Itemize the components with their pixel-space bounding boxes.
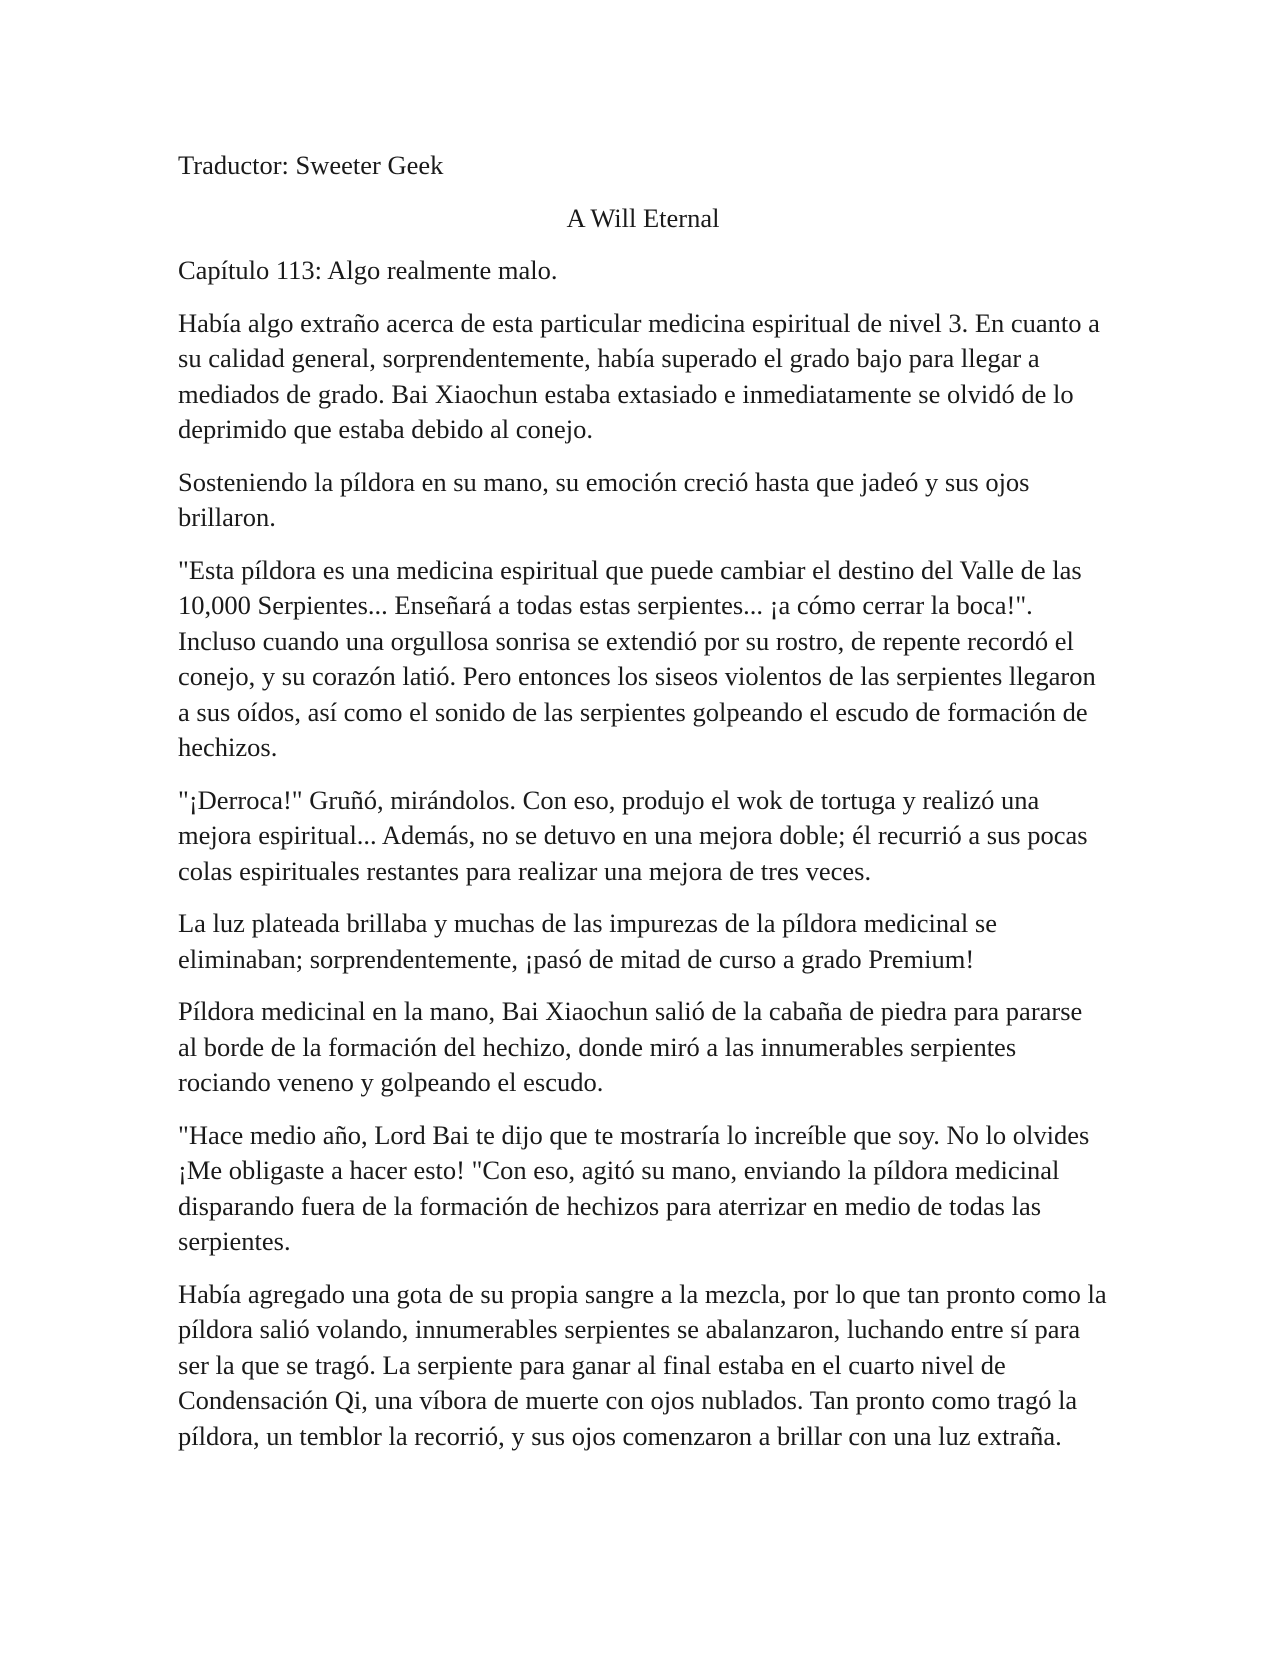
paragraph: La luz plateada brillaba y muchas de las impurezas de la píldora medicinal se eliminaban; sorprendentemente, ¡pasó de mitad de curso a grado Premium! bbox=[178, 908, 997, 974]
chapter-heading: Capítulo 113: Algo realmente malo. bbox=[178, 255, 558, 285]
document-page bbox=[178, 148, 1108, 1471]
paragraph: Había algo extraño acerca de esta particular medicina espiritual de nivel 3. En cuanto a su calidad general, sorprendentemente, había superado el grado bajo para llegar a mediados de grado. Bai Xiaochun estaba extasiado e inmediatamente se olvidó de lo deprimido que estaba debido al conejo. bbox=[178, 307, 1100, 444]
paragraph: "Esta píldora es una medicina espiritual que puede cambiar el destino del Valle de las 10,000 Serpientes... Enseñará a todas estas serpientes... ¡a cómo cerrar la boca!". Incluso cuando una orgullosa sonrisa se extendió por su rostro, de repente recordó el conejo, y su corazón latió. Pero entonces los siseos violentos de las serpientes llegaron a sus oídos, así como el sonido de las serpientes golpeando el escudo de formación de hechizos. bbox=[178, 554, 1096, 762]
paragraph: "Hace medio año, Lord Bai te dijo que te mostraría lo increíble que soy. No lo olvides ¡Me obligaste a hacer esto! "Con eso, agitó su mano, enviando la píldora medicinal disparando fuera de la formación de hechizos para aterrizar en medio de todas las serpientes. bbox=[178, 1119, 1090, 1256]
paragraph: Sosteniendo la píldora en su mano, su emoción creció hasta que jadeó y sus ojos brillaron. bbox=[178, 466, 1030, 532]
paragraph: "¡Derroca!" Gruñó, mirándolos. Con eso, produjo el wok de tortuga y realizó una mejora espiritual... Además, no se detuvo en una mejora doble; él recurrió a sus pocas colas espirituales restantes para realizar una mejora de tres veces. bbox=[178, 784, 1088, 886]
translator-credit: Traductor: Sweeter Geek bbox=[178, 150, 444, 180]
paragraph: Había agregado una gota de su propia sangre a la mezcla, por lo que tan pronto como la píldora salió volando, innumerables serpientes se abalanzaron, luchando entre sí para ser la que se tragó. La serpiente para ganar al final estaba en el cuarto nivel de Condensación Qi, una víbora de muerte con ojos nublados. Tan pronto como tragó la píldora, un temblor la recorrió, y sus ojos comenzaron a brillar con una luz extraña. bbox=[178, 1278, 1107, 1451]
paragraph: Píldora medicinal en la mano, Bai Xiaochun salió de la cabaña de piedra para pararse al borde de la formación del hechizo, donde miró a las innumerables serpientes rociando veneno y golpeando el escudo. bbox=[178, 996, 1083, 1097]
document-title: A Will Eternal bbox=[566, 202, 720, 233]
